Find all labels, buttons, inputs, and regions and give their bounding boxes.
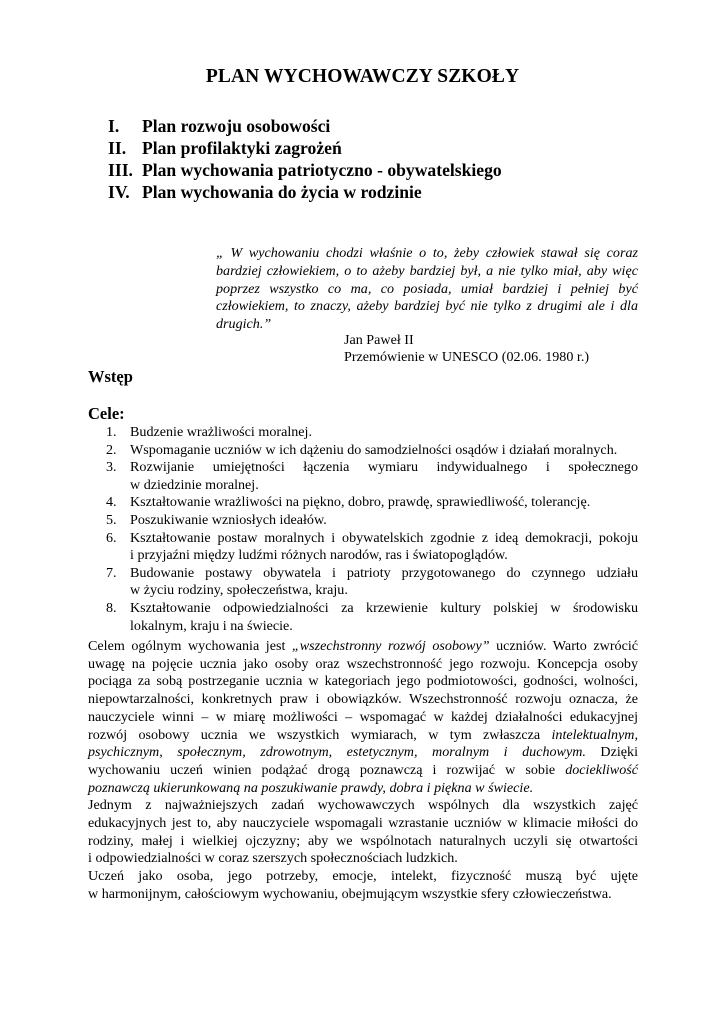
goal-text: Budzenie wrażliwości moralnej. — [130, 424, 312, 440]
body-line: i odpowiedzialności w coraz szerszych społecznościach ludzkich. — [88, 850, 458, 867]
plan-label: Plan profilaktyki zagrożeń — [142, 138, 342, 158]
text-run: psychicznym, społecznym, zdrowotnym, estetycznym, moralnym i duchowym. — [88, 744, 586, 761]
list-item — [106, 459, 638, 494]
list-item — [108, 181, 502, 203]
body-line: poznawczą ukierunkowaną na poszukiwanie prawdy, dobra i piękna w świecie. — [88, 779, 534, 796]
goal-text: lokalnym, kraju i na świecie. — [130, 617, 293, 634]
list-item — [106, 600, 638, 635]
goals-list — [106, 424, 638, 635]
goal-number: 2. — [106, 441, 117, 458]
body-line — [88, 638, 638, 656]
text-run: Celem ogólnym wychowania jest — [88, 638, 292, 654]
plan-number: IV. — [108, 182, 130, 202]
goal-number: 7. — [106, 564, 117, 581]
paragraph — [88, 868, 638, 903]
plan-number: III. — [108, 160, 133, 180]
quote-line: poprzez wszystko co ma, co posiada, umiał bardziej i pełniej być — [216, 280, 638, 297]
goal-text: Kształtowanie postaw moralnych i obywatelskich zgodnie z ideą demokracji, pokoju — [130, 529, 638, 546]
body-line: edukacyjnych jest to, aby nauczyciele wspomagali wzrastanie uczniów w klimacie miłości do — [88, 815, 638, 832]
list-item — [106, 565, 638, 600]
text-run: rozwój osobowy ucznia we wszystkich wymiarach, w tym zwłaszcza — [88, 726, 552, 743]
plan-label: Plan rozwoju osobowości — [142, 116, 331, 136]
quote-line: drugich.” — [216, 316, 272, 333]
list-item — [106, 530, 638, 565]
body-line: w harmonijnym, całościowym wychowaniu, obejmującym wszystkie sfery człowieczeństwa. — [88, 885, 612, 902]
body-line: Jednym z najważniejszych zadań wychowawczych wspólnych dla wszystkich zajęć — [88, 797, 638, 814]
quote-line: bardziej człowiekiem, o to ażeby bardziej był, a nie tylko miał, aby więc — [216, 262, 638, 279]
body-line — [88, 762, 638, 780]
plan-number: I. — [108, 116, 120, 136]
goal-text: Kształtowanie wrażliwości na piękno, dobro, prawdę, sprawiedliwość, tolerancję. — [130, 494, 591, 511]
quote-author: Jan Paweł II — [344, 332, 414, 348]
goal-text: w życiu rodziny, społeczeństwa, kraju. — [130, 582, 348, 599]
list-item — [106, 494, 638, 512]
paragraph — [88, 638, 638, 797]
list-item — [106, 512, 638, 530]
goal-text: w dziedzinie moralnej. — [130, 476, 259, 493]
goal-number: 1. — [106, 424, 117, 440]
body-line — [88, 744, 638, 762]
goal-text: Wspomaganie uczniów w ich dążeniu do samodzielności osądów i działań moralnych. — [130, 441, 618, 458]
goal-number: 4. — [106, 494, 117, 511]
goal-text: Kształtowanie odpowiedzialności za krzewienie kultury polskiej w środowisku — [130, 599, 638, 616]
plan-number: II. — [108, 138, 127, 158]
goal-text: Budowanie postawy obywatela i patrioty przygotowanego do czynnego udziału — [130, 564, 638, 581]
motto-quote — [216, 245, 638, 334]
body-line — [88, 727, 638, 745]
quote-line: człowiekiem, to znaczy, ażeby bardziej być nie tylko z drugimi ale i dla — [216, 298, 638, 315]
intro-heading: Wstęp — [88, 367, 133, 386]
body-line: nauczyciele winni – w miarę możliwości – wspomagać w każdej działalności edukacyjnej — [88, 708, 638, 725]
body-text — [88, 638, 638, 904]
page-title: PLAN WYCHOWAWCZY SZKOŁY — [205, 66, 520, 87]
goal-text: Poszukiwanie wzniosłych ideałów. — [130, 511, 327, 528]
body-line: Uczeń jako osoba, jego potrzeby, emocje, intelekt, fizyczność muszą być ujęte — [88, 868, 638, 885]
list-item — [108, 115, 502, 137]
paragraph — [88, 797, 638, 868]
quote-line: „ W wychowaniu chodzi właśnie o to, żeby człowiek stawał się coraz — [216, 245, 638, 261]
list-item — [106, 442, 638, 460]
text-run: wychowaniu uczeń winien podążać drogą poznawczą i rozwijać w sobie — [88, 761, 566, 778]
body-line: uwagę na pojęcie ucznia jako osoby oraz wszechstronność jego rozwoju. Koncepcja osoby — [88, 655, 638, 672]
goal-number: 8. — [106, 599, 117, 616]
text-run: intelektualnym, — [551, 726, 638, 743]
body-line: niepowtarzalności, konkretnych praw i obowiązków. Wszechstronność rozwoju oznacza, że — [88, 691, 638, 708]
goal-number: 3. — [106, 459, 117, 476]
plan-label: Plan wychowania patriotyczno - obywatelskiego — [142, 160, 502, 180]
body-line: rodziny, małej i wielkiej ojczyzny; aby we wspólnotach naturalnych uczyli się otwartości — [88, 832, 638, 849]
body-line: pociąga za sobą postrzeganie ucznia w kategoriach jego podmiotowości, godności, wolności, — [88, 673, 638, 690]
text-run: Dzięki — [585, 744, 638, 761]
plan-label: Plan wychowania do życia w rodzinie — [142, 182, 422, 202]
plans-list — [108, 115, 502, 203]
goal-number: 5. — [106, 511, 117, 528]
quote-source: Przemówienie w UNESCO (02.06. 1980 r.) — [344, 349, 590, 365]
goal-text: i przyjaźni między ludźmi różnych narodów, ras i światopoglądów. — [130, 547, 508, 564]
text-run: uczniów. Warto zwrócić — [489, 638, 638, 654]
list-item — [106, 424, 638, 442]
list-item — [108, 137, 502, 159]
goals-heading: Cele: — [88, 404, 125, 423]
goal-text: Rozwijanie umiejętności łączenia wymiaru indywidualnego i społecznego — [130, 459, 638, 476]
text-run: dociekliwość — [565, 761, 638, 778]
list-item — [108, 159, 502, 181]
goal-number: 6. — [106, 529, 117, 546]
text-run: „wszechstronny rozwój osobowy” — [291, 638, 490, 654]
